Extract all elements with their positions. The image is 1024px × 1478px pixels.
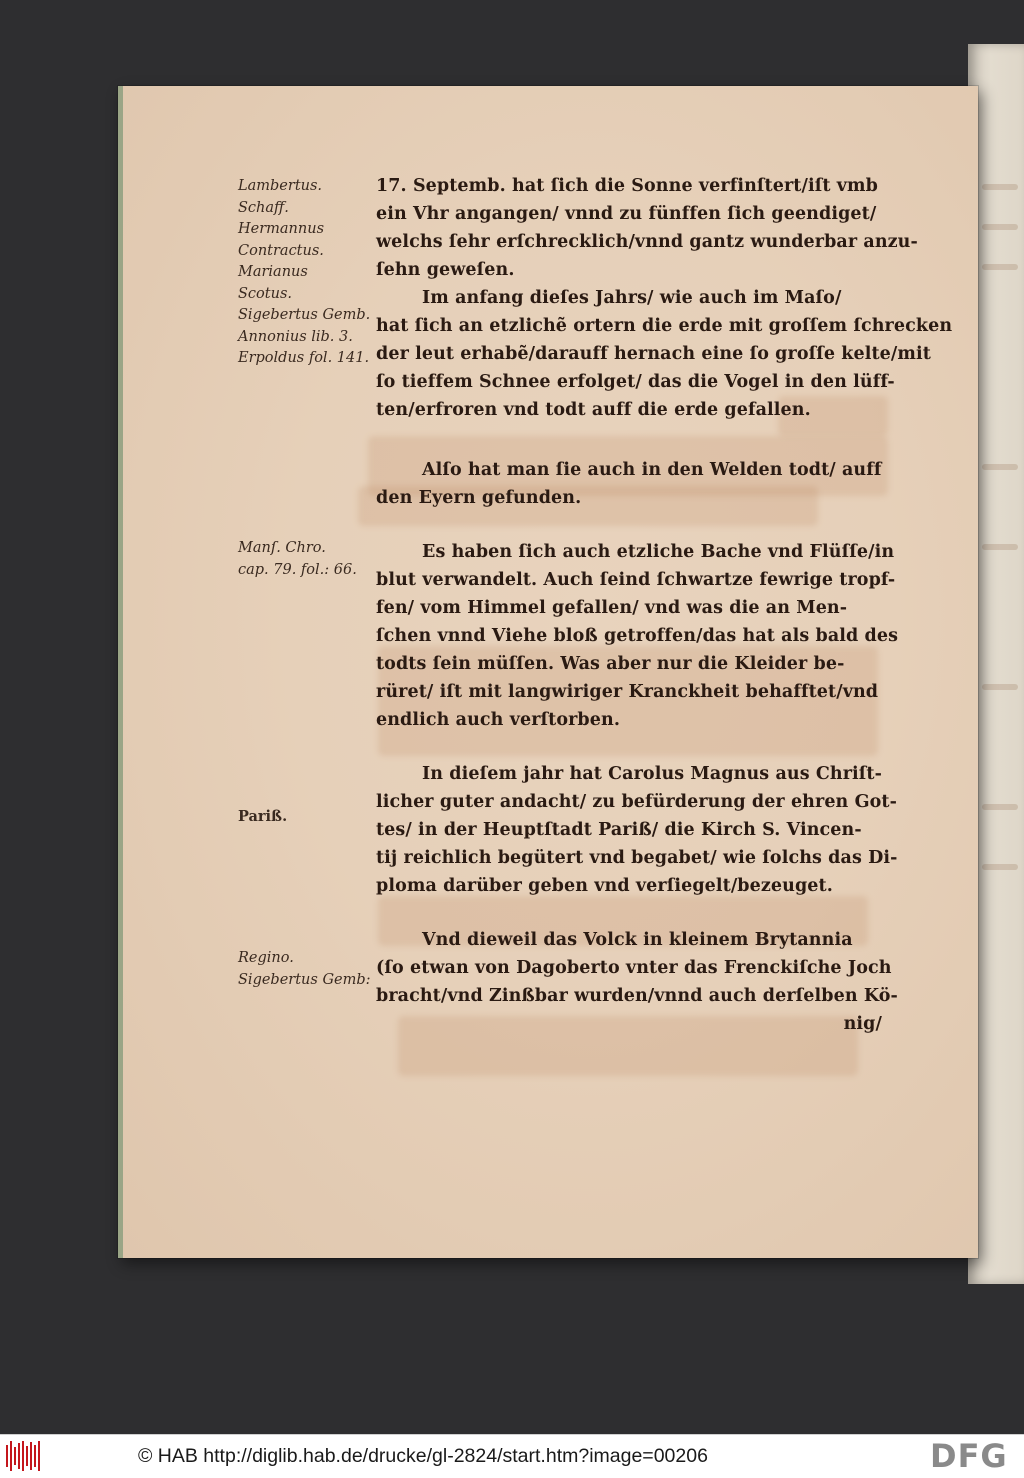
text-line: hat ſich an etzlichẽ ortern die erde mit groſſem ſchrecken [376,316,953,336]
margin-note-mans-chro: Manſ. Chro. cap. 79. fol.: 66. [238,540,357,578]
catchword: nig/ [843,1014,882,1034]
text-line: ten/erfroren vnd todt auff die erde gefallen. [376,400,811,420]
text-line: tes/ in der Heuptſtadt Pariß/ die Kirch S. Vincen- [376,820,862,840]
margin-note-paris: Pariß. [238,808,288,825]
dfg-logo: DFG [930,1437,1008,1475]
text-line: bracht/vnd Zinßbar wurden/vnnd auch derſelben Kö- [376,986,898,1006]
text-line: (ſo etwan von Dagoberto vnter das Frenckiſche Joch [376,958,892,978]
text-line: ſehn geweſen. [376,260,515,280]
text-line: endlich auch verſtorben. [376,710,621,730]
text-line: ein Vhr angangen/ vnnd zu fünffen ſich geendiget/ [376,204,877,224]
text-line: tij reichlich begütert vnd begabet/ wie ſolchs das Di- [376,848,898,868]
text-line: todts ſein müſſen. Was aber nur die Kleider be- [376,654,845,674]
margin-note-lambertus: Lambertus. Schaff. Hermannus Contractus. Marianus Scotus. Sigebertus Gemb. Annonius lib. 3. Erpoldus fol. 141. [238,178,371,366]
text-line: ſchen vnnd Viehe bloß getroffen/das hat als bald des [376,626,899,646]
text-line: der leut erhabẽ/darauff hernach eine ſo groſſe kelte/mit [376,344,931,364]
text-line: Es haben ſich auch etzliche Bache vnd Flüſſe/in [422,542,895,562]
footer-bar [0,1434,1024,1478]
margin-note-regino: Regino. Sigebertus Gemb: [238,950,371,988]
text-line: ploma darüber geben vnd verſiegelt/bezeuget. [376,876,833,896]
text-line: fen/ vom Himmel gefallen/ vnd was die an Men- [376,598,848,618]
text-line: Im anfang dieſes Jahrs/ wie auch im Maſo/ [422,288,842,308]
text-line: licher guter andacht/ zu befürderung der ehren Got- [376,792,897,812]
text-line: blut verwandelt. Auch ſeind ſchwartze fewrige tropf- [376,570,896,590]
text-line: In dieſem jahr hat Carolus Magnus aus Chriſt- [422,764,882,784]
text-line: welchs ſehr erſchrecklich/vnnd gantz wunderbar anzu- [376,232,918,252]
text-line: 17. Septemb. hat ſich die Sonne verfinſtert/iſt vmb [376,176,878,196]
copyright-url[interactable]: © HAB http://diglib.hab.de/drucke/gl-2824/start.htm?image=00206 [138,1445,708,1467]
text-line: rüret/ iſt mit langwiriger Kranckheit behafftet/vnd [376,682,879,702]
text-line: Alſo hat man ſie auch in den Welden todt/ auff [422,460,882,480]
scanned-page [118,86,978,1258]
barcode-icon [6,1441,40,1471]
text-line: ſo tieffem Schnee erfolget/ das die Vogel in den lüff- [376,372,895,392]
text-line: Vnd dieweil das Volck in kleinem Brytannia [422,930,853,950]
text-line: den Eyern gefunden. [376,488,582,508]
